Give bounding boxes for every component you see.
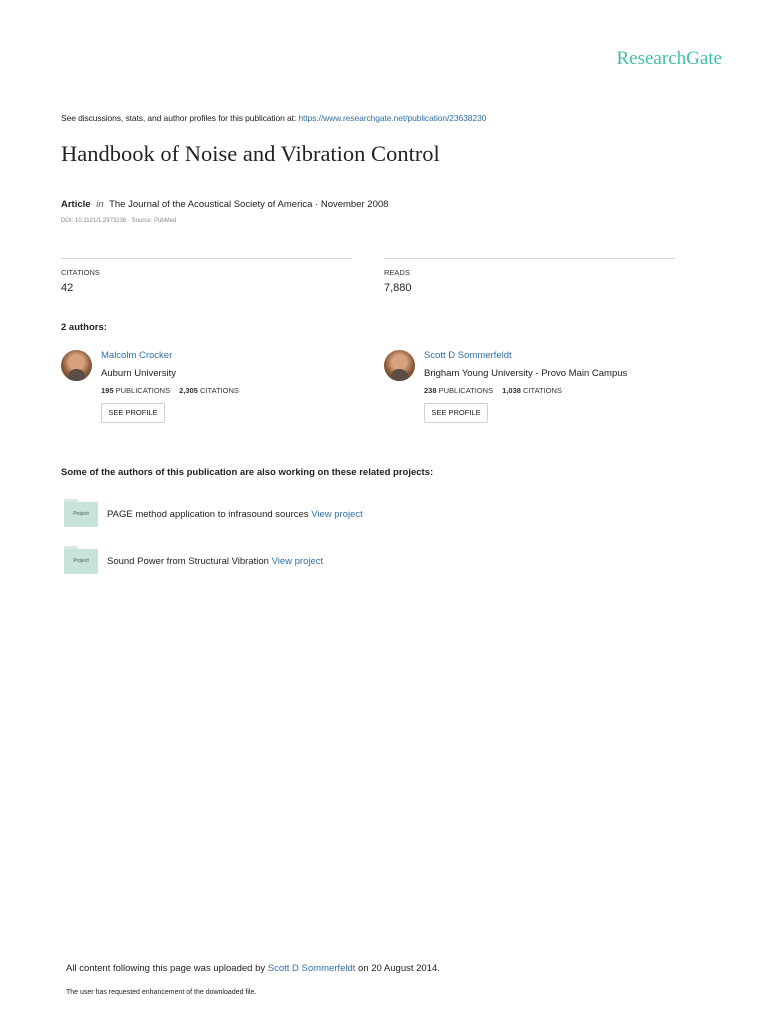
see-discussions-line [61, 113, 486, 123]
author-name-link[interactable]: Scott D Sommerfeldt [424, 350, 512, 361]
uploader-link[interactable]: Scott D Sommerfeldt [267, 963, 356, 974]
publications-label: PUBLICATIONS [438, 386, 494, 395]
publications-count: 238 [424, 386, 437, 395]
upload-suffix: on 20 August 2014. [358, 963, 440, 974]
project-icon-label: Project [64, 502, 98, 527]
author-citations-label: CITATIONS [523, 386, 562, 395]
view-project-link[interactable]: View project [311, 509, 363, 520]
researchgate-logo[interactable]: ResearchGate [616, 48, 722, 69]
author-institution: Auburn University [101, 368, 176, 379]
article-info [61, 199, 388, 210]
see-profile-button[interactable]: SEE PROFILE [101, 403, 165, 423]
see-profile-button[interactable]: SEE PROFILE [424, 403, 488, 423]
author-citations-count: 1,038 [502, 386, 521, 395]
authors-heading: 2 authors: [61, 322, 107, 333]
project-folder-icon[interactable] [64, 499, 98, 525]
citations-divider [61, 258, 352, 259]
author-stats [424, 386, 562, 395]
reads-divider [384, 258, 675, 259]
project-item [107, 556, 323, 567]
view-project-link[interactable]: View project [271, 556, 324, 567]
author-institution: Brigham Young University - Provo Main Campus [424, 368, 628, 379]
publications-label: PUBLICATIONS [115, 386, 171, 395]
related-projects-heading: Some of the authors of this publication are also working on these related projects: [61, 467, 434, 478]
enhancement-note: The user has requested enhancement of the downloaded file. [66, 989, 257, 996]
author-citations-count: 2,305 [179, 386, 198, 395]
author-card [384, 350, 684, 430]
author-card [61, 350, 361, 430]
project-item [107, 509, 363, 520]
article-in-word: in [96, 199, 104, 210]
citations-label: CITATIONS [61, 268, 100, 277]
doi-source: DOI: 10.1121/1.2973236 · Source: PubMed [61, 218, 177, 224]
author-citations-label: CITATIONS [200, 386, 239, 395]
see-discussions-text: See discussions, stats, and author profiles for this publication at: [61, 113, 297, 123]
journal-date: The Journal of the Acoustical Society of America · November 2008 [109, 199, 389, 210]
citations-value: 42 [61, 282, 74, 294]
publications-count: 195 [101, 386, 114, 395]
article-kind: Article [61, 199, 91, 210]
author-avatar[interactable] [61, 350, 92, 381]
project-icon-label: Project [64, 549, 98, 574]
author-name-link[interactable]: Malcolm Crocker [101, 350, 173, 361]
project-name: Sound Power from Structural Vibration [107, 556, 269, 567]
author-stats [101, 386, 239, 395]
project-name: PAGE method application to infrasound sources [107, 509, 309, 520]
publication-title: Handbook of Noise and Vibration Control [61, 141, 440, 166]
upload-prefix: All content following this page was uploaded by [66, 963, 266, 974]
reads-value: 7,880 [384, 282, 412, 294]
author-avatar[interactable] [384, 350, 415, 381]
project-folder-icon[interactable] [64, 546, 98, 572]
publication-url-link[interactable]: https://www.researchgate.net/publication/23638230 [298, 113, 487, 123]
upload-info [66, 963, 440, 974]
reads-label: READS [384, 268, 410, 277]
